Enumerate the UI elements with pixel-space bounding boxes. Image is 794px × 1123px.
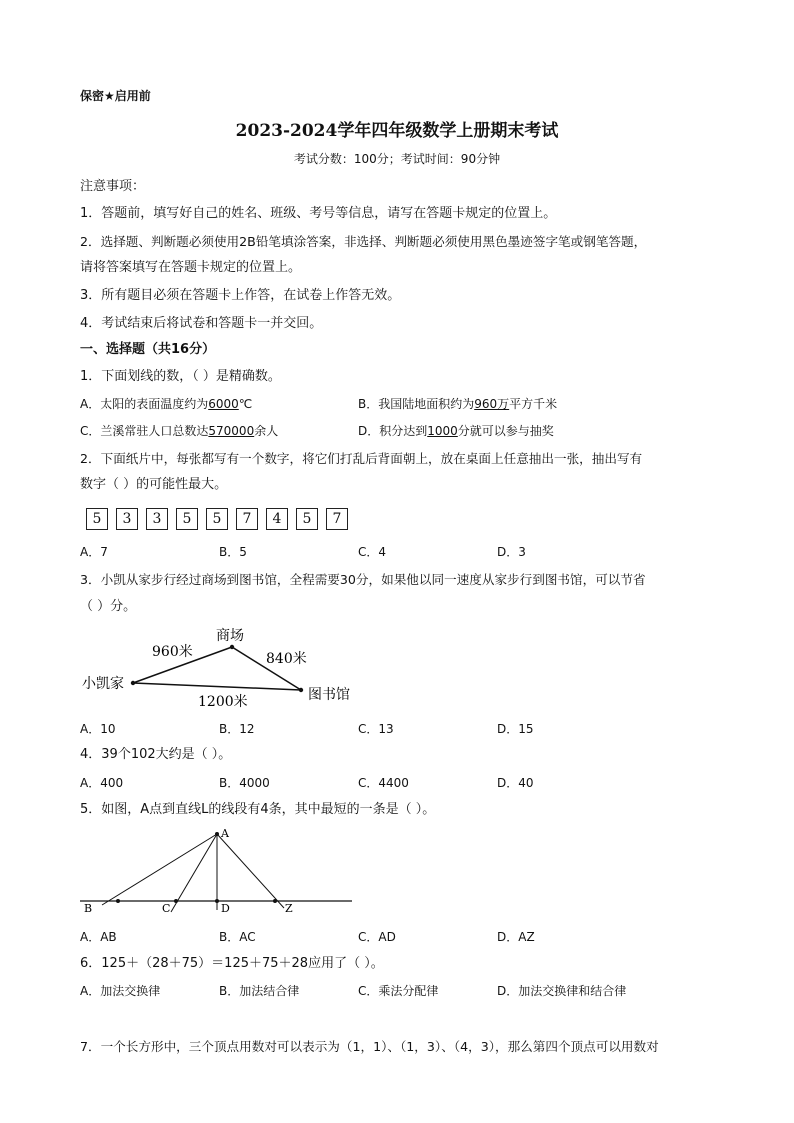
q5-option-c: C．AD <box>358 930 396 944</box>
point-label: Z <box>285 902 293 915</box>
notice-item: 3．所有题目必须在答题卡上作答，在试卷上作答无效。 <box>80 288 401 303</box>
segment-diagram <box>80 826 360 918</box>
number-card: 3 <box>116 508 138 530</box>
number-card: 7 <box>326 508 348 530</box>
notice-item: 2．选择题、判断题必须使用2B铅笔填涂答案，非选择、判断题必须使用黑色墨迹签字笔或钢笔答题， <box>80 234 647 249</box>
underlined-number: 570000 <box>208 424 255 438</box>
notice-item: 请将答案填写在答题卡规定的位置上。 <box>80 260 302 275</box>
number-cards <box>86 508 348 530</box>
number-card: 5 <box>296 508 318 530</box>
question-3-stem: （ ）分。 <box>80 599 137 614</box>
q2-option-d: D．3 <box>497 545 526 559</box>
segment-ac <box>171 834 217 912</box>
point-c <box>174 899 178 903</box>
number-card: 7 <box>236 508 258 530</box>
segment-az <box>217 834 284 908</box>
q6-option-d: D．加法交换律和结合律 <box>497 984 627 998</box>
q5-option-a: A．AB <box>80 930 117 944</box>
library-point <box>299 688 303 692</box>
distance-label: 1200米 <box>198 694 248 710</box>
point-z <box>273 899 277 903</box>
q5-option-d: D．AZ <box>497 930 535 944</box>
question-4-stem: 4．39个102大约是（ ）。 <box>80 747 232 762</box>
route-home-library <box>133 683 301 690</box>
option-text: A．太阳的表面温度约为 <box>80 397 209 411</box>
section-heading: 一、选择题（共16分） <box>80 342 216 357</box>
library-label: 图书馆 <box>308 687 350 703</box>
point-d <box>215 899 219 903</box>
number-card: 3 <box>146 508 168 530</box>
home-label: 小凯家 <box>82 676 124 692</box>
distance-label: 960米 <box>152 644 193 660</box>
question-7-stem: 7．一个长方形中，三个顶点用数对可以表示为（1，1）、（1，3）、（4，3），那么第四个顶点可以用数对 <box>80 1039 659 1054</box>
point-label: D <box>221 902 230 915</box>
option-text: C．兰溪常驻人口总数达 <box>80 424 209 438</box>
option-text: 余人 <box>254 424 279 438</box>
q1-option-a <box>80 396 252 412</box>
notice-item: 1．答题前，填写好自己的姓名、班级、考号等信息，请写在答题卡规定的位置上。 <box>80 206 557 221</box>
q6-option-a: A．加法交换律 <box>80 984 161 998</box>
segment-ab <box>102 834 217 905</box>
q4-option-a: A．400 <box>80 776 124 790</box>
question-2-stem: 数字（ ）的可能性最大。 <box>80 477 228 492</box>
route-diagram <box>80 622 380 714</box>
option-text: 分就可以参与抽奖 <box>457 424 554 438</box>
q4-option-b: B．4000 <box>219 776 270 790</box>
option-text: ℃ <box>238 397 253 411</box>
distance-label: 840米 <box>266 651 307 667</box>
q5-option-b: B．AC <box>219 930 256 944</box>
option-text: B．我国陆地面积约为 <box>358 397 475 411</box>
underlined-number: 960万 <box>474 397 510 411</box>
home-point <box>131 681 135 685</box>
exam-title: 2023-2024学年四年级数学上册期末考试 <box>235 121 559 141</box>
option-text: 平方千米 <box>509 397 558 411</box>
q1-option-c <box>80 423 278 439</box>
q4-option-d: D．40 <box>497 776 534 790</box>
q1-option-b <box>358 396 557 412</box>
mall-point <box>230 645 234 649</box>
mall-label: 商场 <box>216 628 244 644</box>
exam-subtitle: 考试分数：100分；考试时间：90分钟 <box>293 152 501 166</box>
q1-option-d <box>358 423 554 439</box>
q6-option-c: C．乘法分配律 <box>358 984 439 998</box>
q4-option-c: C．4400 <box>358 776 409 790</box>
number-card: 5 <box>206 508 228 530</box>
point-a <box>215 832 219 836</box>
question-3-stem: 3．小凯从家步行经过商场到图书馆，全程需要30分，如果他以同一速度从家步行到图书馆，可以节省 <box>80 572 646 587</box>
q2-option-a: A．7 <box>80 545 108 559</box>
underlined-number: 6000 <box>208 397 239 411</box>
q2-option-c: C．4 <box>358 545 387 559</box>
question-1-stem: 1．下面划线的数，（ ）是精确数。 <box>80 369 281 384</box>
q2-option-b: B．5 <box>219 545 247 559</box>
notice-heading: 注意事项： <box>80 179 146 194</box>
q3-option-d: D．15 <box>497 722 534 736</box>
underlined-number: 1000 <box>427 424 458 438</box>
confidential-label: 保密★启用前 <box>80 89 151 103</box>
point-label: C <box>162 902 171 915</box>
q3-option-c: C．13 <box>358 722 394 736</box>
question-5-stem: 5．如图，A点到直线L的线段有4条，其中最短的一条是（ ）。 <box>80 802 436 817</box>
question-2-stem: 2．下面纸片中，每张都写有一个数字，将它们打乱后背面朝上，放在桌面上任意抽出一张，抽出写有 <box>80 451 643 466</box>
q3-option-a: A．10 <box>80 722 116 736</box>
point-b <box>116 899 120 903</box>
q6-option-b: B．加法结合律 <box>219 984 300 998</box>
number-card: 5 <box>86 508 108 530</box>
question-6-stem: 6．125＋（28＋75）＝125＋75＋28应用了（ ）。 <box>80 956 384 971</box>
number-card: 5 <box>176 508 198 530</box>
option-text: D．积分达到 <box>358 424 428 438</box>
number-card: 4 <box>266 508 288 530</box>
point-label: A <box>221 827 229 840</box>
notice-item: 4．考试结束后将试卷和答题卡一并交回。 <box>80 316 323 331</box>
q3-option-b: B．12 <box>219 722 255 736</box>
point-label: B <box>84 902 93 915</box>
